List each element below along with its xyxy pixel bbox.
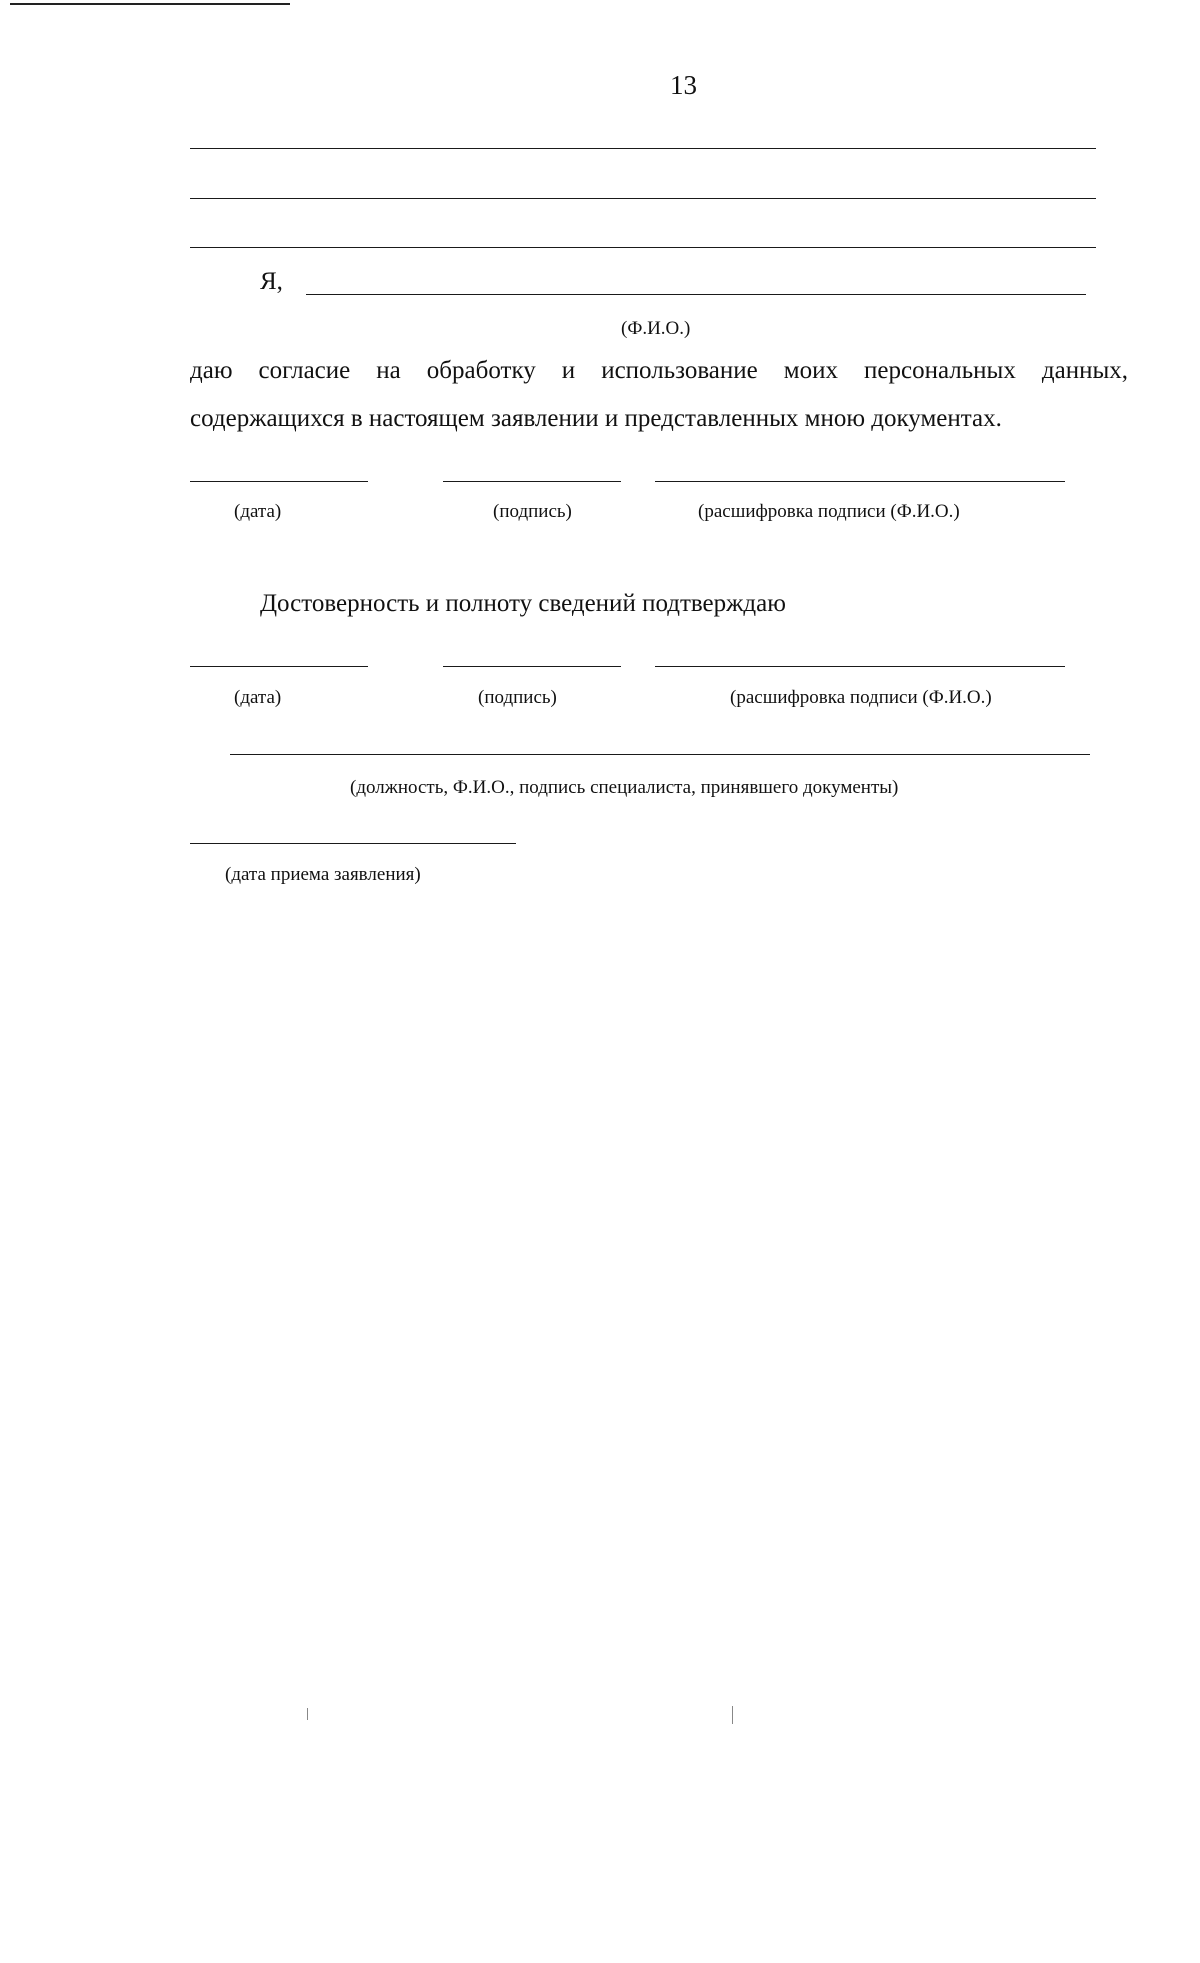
- fio-caption: (Ф.И.О.): [621, 318, 691, 339]
- blank-line-3: [190, 247, 1096, 248]
- fio-input-line[interactable]: [306, 294, 1086, 295]
- signature-caption-2: (подпись): [478, 687, 557, 708]
- receipt-date-caption: (дата приема заявления): [225, 864, 421, 885]
- consent-text-line-1: даю согласие на обработку и использование моих персональных данных,: [190, 357, 1128, 384]
- decoding-caption-2: (расшифровка подписи (Ф.И.О.): [730, 687, 992, 708]
- date-caption-2: (дата): [234, 687, 282, 708]
- date-line-1[interactable]: [190, 481, 368, 482]
- signature-line-1[interactable]: [443, 481, 621, 482]
- signature-caption-1: (подпись): [493, 501, 572, 522]
- decoding-caption-1: (расшифровка подписи (Ф.И.О.): [698, 501, 960, 522]
- scan-mark-center: [732, 1706, 733, 1724]
- blank-line-2: [190, 198, 1096, 199]
- blank-line-1: [190, 148, 1096, 149]
- receipt-date-line[interactable]: [190, 843, 516, 844]
- specialist-line[interactable]: [230, 754, 1090, 755]
- date-line-2[interactable]: [190, 666, 368, 667]
- specialist-caption: (должность, Ф.И.О., подпись специалиста, принявшего документы): [350, 777, 899, 798]
- confirmation-text: Достоверность и полноту сведений подтверждаю: [260, 590, 786, 617]
- scan-mark-left: [307, 1708, 308, 1720]
- decoding-line-1[interactable]: [655, 481, 1065, 482]
- page-number: 13: [670, 70, 697, 100]
- decoding-line-2[interactable]: [655, 666, 1065, 667]
- declaration-prefix: Я,: [260, 268, 283, 295]
- scan-edge-line: [10, 3, 290, 5]
- date-caption-1: (дата): [234, 501, 282, 522]
- consent-text-line-2: содержащихся в настоящем заявлении и представленных мною документах.: [190, 405, 1002, 432]
- signature-line-2[interactable]: [443, 666, 621, 667]
